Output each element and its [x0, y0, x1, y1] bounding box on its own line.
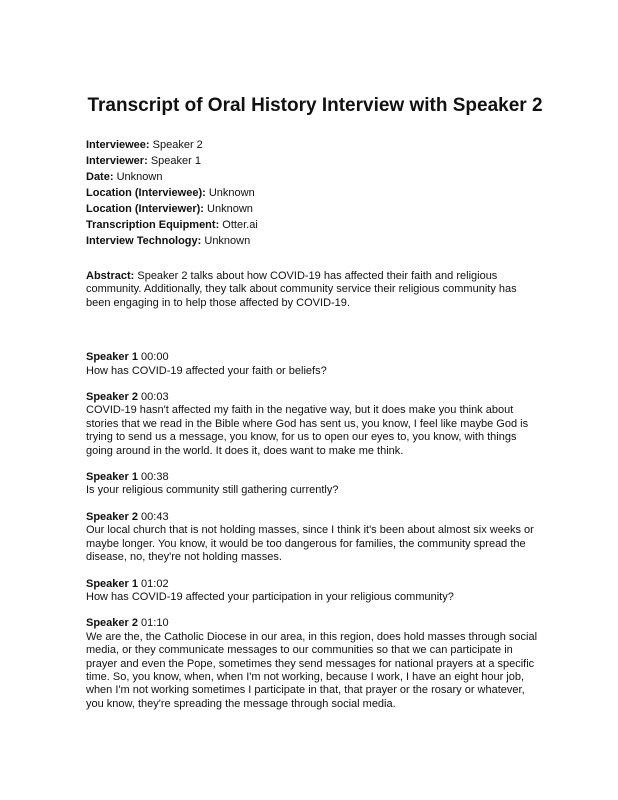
transcript-entry-header	[86, 578, 544, 591]
timestamp: 00:00	[141, 351, 169, 364]
speaker-name: Speaker 2	[86, 510, 138, 523]
metadata-row-interviewee	[86, 137, 544, 153]
metadata-label: Location (Interviewer):	[86, 203, 204, 215]
transcript-entry-text: COVID-19 hasn't affected my faith in the negative way, but it does make you think about stories that we read in the Bible where God has sent us, you know, I feel like maybe God is trying to send us a message, you know, for us to open our eyes to, you know, with things going around in the world. It does it, does want to make me think.	[86, 404, 529, 457]
timestamp: 00:43	[141, 510, 169, 523]
metadata-row-transcription-equipment	[86, 217, 544, 233]
metadata-label: Interviewer:	[86, 155, 148, 167]
metadata-value: Speaker 2	[152, 139, 203, 151]
timestamp: 00:38	[141, 471, 169, 484]
metadata-label: Transcription Equipment:	[86, 219, 220, 231]
transcript-entry-text: Our local church that is not holding masses, since I think it's been about almost six weeks or maybe longer. You know, it would be too dangerous for families, the community spread the disease, no, they're not holding masses.	[86, 524, 534, 564]
transcript-entry-header	[86, 617, 544, 630]
metadata-value: Unknown	[207, 203, 253, 215]
transcript-entry	[86, 351, 544, 378]
speaker-name: Speaker 2	[86, 617, 138, 630]
transcript-entry-text: Is your religious community still gathering currently?	[86, 484, 339, 497]
metadata-value: Unknown	[116, 171, 163, 183]
timestamp: 01:10	[141, 617, 169, 630]
metadata-section	[86, 137, 544, 249]
transcript-entry-header	[86, 391, 544, 404]
page-title: Transcript of Oral History Interview with Speaker 2	[87, 95, 543, 116]
metadata-label: Location (Interviewee):	[86, 187, 206, 199]
metadata-label: Interview Technology:	[86, 235, 202, 247]
transcript-entry-header	[86, 471, 544, 484]
transcript-entry	[86, 471, 544, 498]
abstract-label: Abstract:	[86, 270, 135, 282]
metadata-row-location-interviewer	[86, 201, 544, 217]
metadata-row-interviewer	[86, 153, 544, 169]
metadata-label: Interviewee:	[86, 139, 150, 151]
transcript-section	[86, 351, 544, 711]
metadata-row-interview-technology	[86, 233, 544, 249]
speaker-name: Speaker 1	[86, 577, 138, 590]
speaker-name: Speaker 1	[86, 471, 138, 484]
transcript-entry-text: How has COVID-19 affected your participation in your religious community?	[86, 590, 454, 603]
metadata-row-location-interviewee	[86, 185, 544, 201]
speaker-name: Speaker 1	[86, 351, 138, 364]
transcript-entry-header	[86, 351, 544, 364]
metadata-value: Unknown	[208, 187, 255, 199]
metadata-value: Unknown	[204, 235, 251, 247]
speaker-name: Speaker 2	[86, 391, 138, 404]
timestamp: 00:03	[141, 391, 169, 404]
metadata-value: Otter.ai	[222, 219, 258, 231]
transcript-entry	[86, 391, 544, 458]
abstract-text: Speaker 2 talks about how COVID-19 has affected their faith and religious community. Additionally, they talk about community service their religious community has been engaging in to help those affected by COVID-19.	[86, 270, 517, 309]
timestamp: 01:02	[141, 577, 169, 590]
transcript-entry	[86, 511, 544, 565]
transcript-entry	[86, 617, 544, 711]
transcript-entry	[86, 578, 544, 605]
metadata-row-date	[86, 169, 544, 185]
transcript-entry-text: How has COVID-19 affected your faith or beliefs?	[86, 364, 327, 377]
metadata-label: Date:	[86, 171, 114, 183]
transcript-entry-header	[86, 511, 544, 524]
abstract	[86, 270, 544, 310]
metadata-value: Speaker 1	[150, 155, 201, 167]
transcript-entry-text: We are the, the Catholic Diocese in our area, in this region, does hold masses through social media, or they communicate messages to our communities so that we can participate in prayer and even the Pope, sometimes they send messages for national prayers at a specific time. So, you know, when, when I'm not working, because I work, I have an eight hour job, when I'm not working sometimes I participate in that, that prayer or the rosary or whatever, you know, they're spreading the message through social media.	[86, 630, 538, 710]
